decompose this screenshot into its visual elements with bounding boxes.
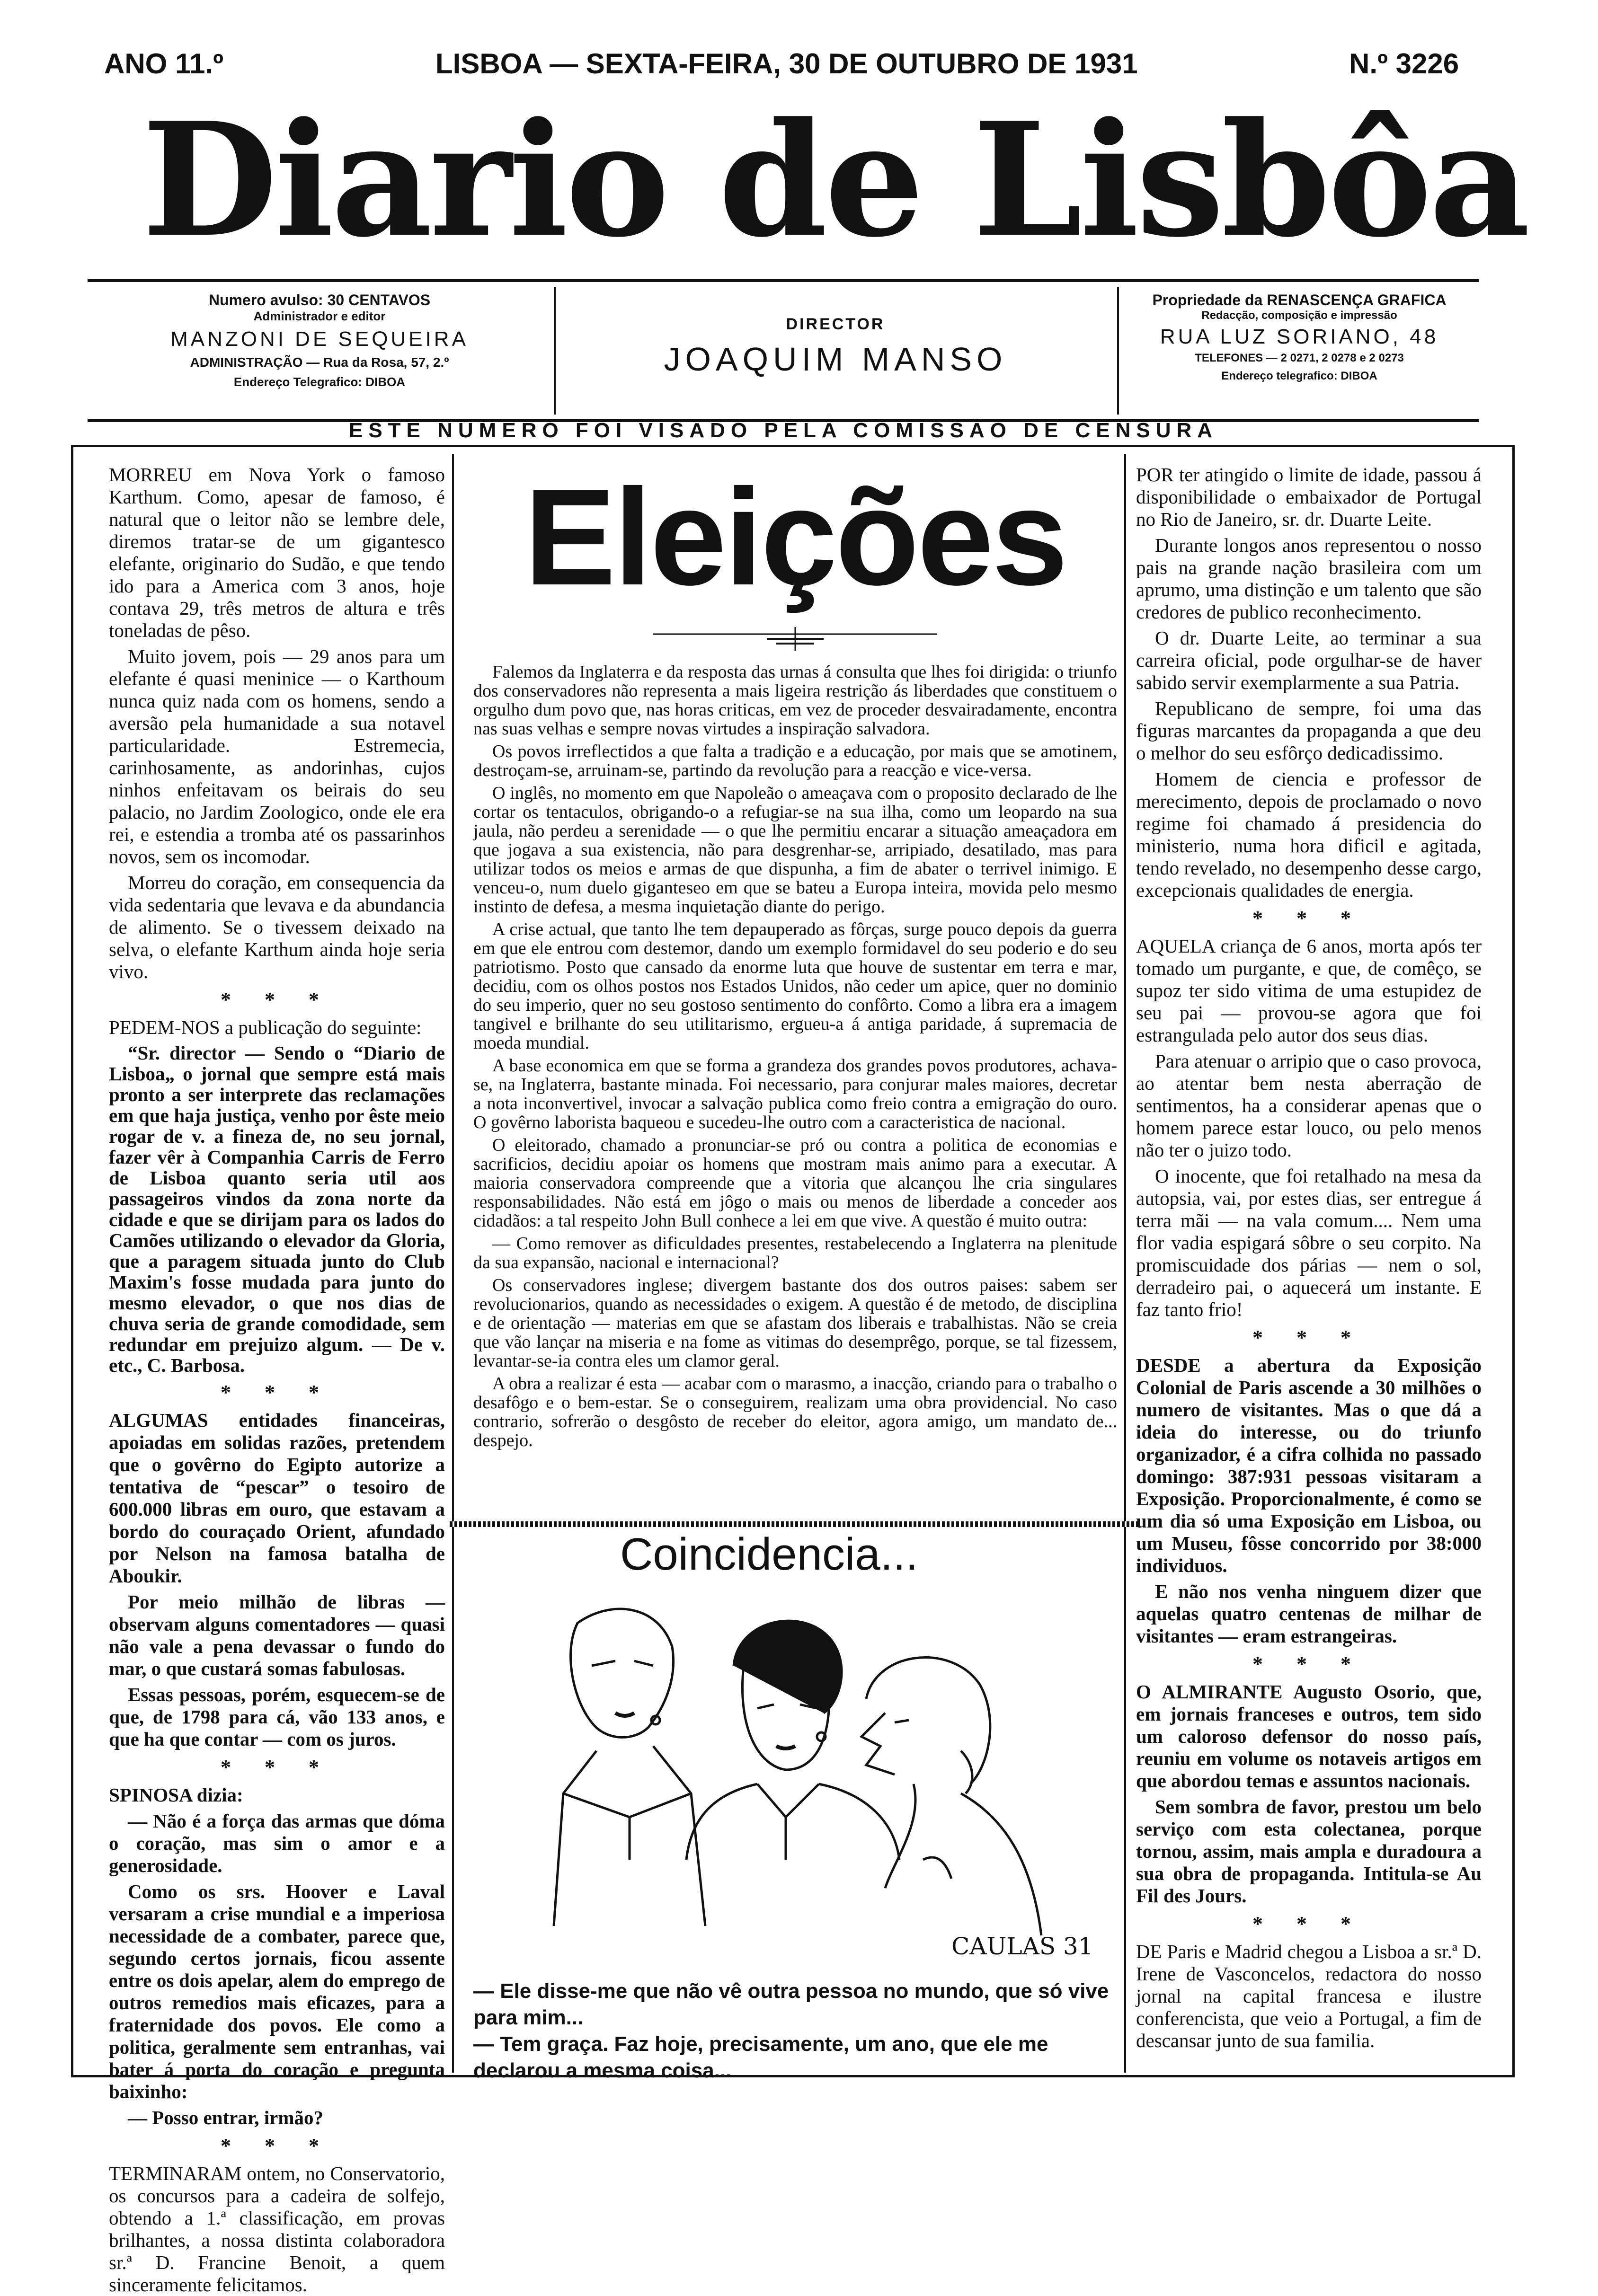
- article-paragraph: Homem de ciencia e professor de merecimento, depois de proclamado o novo regime foi chamado á presidencia do ministerio, numa hora dificil e agitada, tendo revelado, no desempenho desse cargo, excepcionais qualidades de energia.: [1136, 768, 1482, 901]
- article-paragraph: SPINOSA dizia:: [109, 1784, 243, 1806]
- article-child: [1136, 935, 1482, 1321]
- caption-line: — Tem graça. Faz hoje, precisamente, um ano, que ele me declarou a mesma coisa...: [473, 2032, 1048, 2082]
- article-letter: [109, 1016, 445, 1376]
- editorial-paragraph: Falemos da Inglaterra e da resposta das urnas á consulta que lhes foi dirigida: o triunfo dos conservadores não representa a mais ligeira restrição ás liberdades que constituem o orgulho dum povo que, nas horas criticas, em vez de proceder desvairadamente, encontra nas suas velhas e sempre novas virtudes a inspiração salvadora.: [473, 662, 1117, 739]
- telegraph-left: Endereço Telegrafico: DIBOA: [233, 375, 406, 389]
- section-separator: * * *: [1252, 1652, 1365, 1676]
- editorial-paragraph: O inglês, no momento em que Napoleão o ameaçava com o proposito declarado de lhe cortar os tentaculos, obrigando-o a refugiar-se na sua ilha, como um leopardo na sua jaula, não perdeu a serenidade — o que lhe permitiu encarar a situação ameaçadora em que jogava a sua existencia, não para desgrenhar-se, arripiado, desatilado, mas para utilizar todos os meios e armas de que dispunha, a fim de abater o terrivel inimigo. E venceu-o, num duelo giganteseo em que se bateu a Europa inteira, movida pelo mesmo instinto de defesa, a mesma inquietação diante do perigo.: [473, 783, 1117, 917]
- director-label: DIRECTOR: [786, 315, 885, 333]
- info-left: [88, 282, 551, 419]
- price-line: Numero avulso: 30 CENTAVOS: [208, 291, 431, 309]
- article-paragraph: DESDE a abertura da Exposição Colonial de Paris ascende a 30 milhões o numero de visitantes. Mas o que dá a ideia do interesse, ou do triunfo organizador, é a cifra colhida no passado domingo: 387:931 pessoas visitaram a Exposição. Proporcionalmente, é como se um dia só uma Exposição em Lisboa, ou um Museu, fôsse concorrido por 38:000 individuos.: [1136, 1354, 1482, 1576]
- admin-editor-label: Administrador e editor: [253, 309, 386, 323]
- admin-editor-name: MANZONI DE SEQUEIRA: [170, 327, 469, 351]
- article-paragraph: TERMINARAM ontem, no Conservatorio, os concursos para a cadeira de solfejo, obtendo a 1.ª classificação, em provas brilhantes, a nossa distinta colaboradora sr.ª D. Francine Benoit, a quem sinceramente felicitamos.: [109, 2163, 445, 2296]
- editorial-paragraph: A obra a realizar é esta — acabar com o marasmo, a inacção, criando para o trabalho o desafôgo e o bem-estar. Se o conseguirem, realizam uma obra providencial. No caso contrario, sofrerão o desgôsto de receber do eleitor, agora amigo, um mandato de... despejo.: [473, 1374, 1117, 1450]
- cartoon-top-border: [450, 1521, 1141, 1527]
- redaction-label: Redacção, composição e impressão: [1201, 309, 1397, 322]
- right-column: [1136, 464, 1482, 2073]
- left-column: [109, 464, 445, 2296]
- article-paragraph: O inocente, que foi retalhado na mesa da autopsia, vai, por estes dias, ser entregue á terra mãi — na vala comum.... Nem uma flor vadia espigará sôbre o seu corpito. Na promiscuidade dos párias — nem o sol, derradeiro pai, o aquecerá um instante. E faz tanto frio!: [1136, 1165, 1482, 1320]
- article-paragraph: Por meio milhão de libras — observam alguns comentadores — quasi não vale a pena devassar o fundo do mar, o que custará somas fabulosas.: [109, 1591, 445, 1679]
- editorial-paragraph: Os povos irreflectidos a que falta a tradição e a educação, por mais que se amotinem, destroçam-se, arruinam-se, partindo da revolução para a reacção e vice-versa.: [473, 742, 1117, 780]
- info-right: [1119, 282, 1479, 419]
- editorial-paragraph: — Como remover as dificuldades presentes, restabelecendo a Inglaterra na plenitude da sua expansão, nacional e internacional?: [473, 1234, 1117, 1272]
- cartoon-caption: [473, 1978, 1131, 2084]
- article-paragraph: — Não é a força das armas que dóma o coração, mas sim o amor e a generosidade.: [109, 1810, 445, 1876]
- issue-number: N.º 3226: [1349, 48, 1459, 79]
- article-paragraph: Muito jovem, pois — 29 anos para um elefante é quasi meninice — o Karthoum nunca quiz nada com os homens, sendo a aversão pela humanidade a sua notavel particularidade. Estremecia, carinhosamente, as andorinhas, cujos ninhos enfeitavam os beirais do seu palacio, no Jardim Zoologico, onde ele era rei, e estendia a tromba até os passarinhos novos, sem os incomodar.: [109, 645, 445, 867]
- section-separator: * * *: [221, 2134, 333, 2157]
- section-separator: * * *: [221, 1756, 333, 1779]
- top-line: [104, 47, 1477, 85]
- cartoon-illustration: [535, 1595, 1093, 1973]
- article-paragraph: Republicano de sempre, foi uma das figuras marcantes da propaganda a que deu o melhor do seu esfôrço dedicadissimo.: [1136, 698, 1482, 764]
- headline: Eleições: [524, 460, 1066, 614]
- editorial-paragraph: A base economica em que se forma a grandeza dos grandes povos produtores, achava-se, na Inglaterra, bastante minada. Foi necessario, para conjurar males maiores, decretar a nota inconvertivel, invocar a salvação publica como freio contra a emigração do ouro. O govêrno laborista baqueou e sucedeu-lhe outro com a caracteristica de nacional.: [473, 1056, 1117, 1132]
- article-paragraph: E não nos venha ninguem dizer que aquelas quatro centenas de milhar de visitantes — eram estrangeiras.: [1136, 1581, 1482, 1647]
- article-spinosa: [109, 1784, 445, 2129]
- ornament-divider: [653, 625, 937, 653]
- article-paragraph: MORREU em Nova York o famoso Karthum. Como, apesar de famoso, é natural que o leitor não se lembre dele, diremos tratar-se de um gigantesco elefante, originario do Sudão, e que tendo ido para a America com 3 anos, hoje contava 29, três metros de altura e três toneladas de pêso.: [109, 464, 445, 641]
- telephones: TELEFONES — 2 0271, 2 0278 e 2 0273: [1195, 352, 1404, 364]
- article-paragraph: PEDEM-NOS a publicação do seguinte:: [109, 1016, 422, 1038]
- article-paragraph: Sem sombra de favor, prestou um belo serviço com esta colectanea, porque tornou, assim, mais ampla e duradoura a sua obra de propaganda. Intitula-se Au Fil des Jours.: [1136, 1796, 1482, 1907]
- info-divider: [1117, 287, 1119, 415]
- article-paragraph: Como os srs. Hoover e Laval versaram a crise mundial e a imperiosa necessidade de a combater, parece que, segundo certos jornais, ficou assente entre os dois apelar, alem do emprego de outros remedios mais eficazes, para a fraternidade dos povos. Ele como a politica, geralmente sem entranhas, vai bater á porta do coração e pregunta baixinho:: [109, 1881, 445, 2102]
- article-irene: [1136, 1941, 1482, 2052]
- cartoon-signature: CAULAS 31: [951, 1933, 1093, 1960]
- caption-line: — Ele disse-me que não vê outra pessoa no mundo, que só vive para mim...: [473, 1979, 1109, 2029]
- article-paragraph: Essas pessoas, porém, esquecem-se de que, de 1798 para cá, vão 133 anos, e que ha que contar — com os juros.: [109, 1684, 445, 1750]
- article-exposicao: [1136, 1354, 1482, 1647]
- article-paragraph: POR ter atingido o limite de idade, passou á disponibilidade o embaixador de Portugal no Rio de Janeiro, sr. dr. Duarte Leite.: [1136, 464, 1482, 530]
- section-separator: * * *: [221, 1381, 333, 1404]
- article-paragraph: AQUELA criança de 6 anos, morta após ter tomado um purgante, e que, de comêço, se supoz ter sido vitima de uma estupidez de seu pai — provou-se agora que foi estrangulada pelo autor dos seus dias.: [1136, 935, 1482, 1046]
- section-separator: * * *: [1252, 907, 1365, 930]
- article-paragraph: ALGUMAS entidades financeiras, apoiadas em solidas razões, pretendem que o govêrno do Egipto autorize a tentativa de “pescar” o tesoiro de 600.000 libras em ouro, que estavam a bordo do couraçado Orient, afundado por Nelson na famosa batalha de Aboukir.: [109, 1409, 445, 1587]
- article-paragraph: Durante longos anos representou o nosso pais na grande nação brasileira com um aprumo, uma distinção e um talento que são credores de publico reconhecimento.: [1136, 534, 1482, 623]
- section-separator: * * *: [1252, 1912, 1365, 1935]
- article-paragraph: — Posso entrar, irmão?: [128, 2107, 323, 2128]
- redaction-address: RUA LUZ SORIANO, 48: [1160, 325, 1439, 348]
- article-elephant: [109, 464, 445, 983]
- section-separator: * * *: [221, 988, 333, 1011]
- info-center: [556, 282, 1115, 419]
- info-box: [88, 279, 1479, 422]
- director-name: JOAQUIM MANSO: [664, 341, 1007, 378]
- editorial-body: [473, 662, 1117, 1514]
- article-ambassador: [1136, 464, 1482, 901]
- admin-address: ADMINISTRAÇÃO — Rua da Rosa, 57, 2.º: [190, 355, 449, 370]
- column-divider: [1124, 454, 1126, 2073]
- owner-line: Propriedade da RENASCENÇA GRAFICA: [1152, 291, 1447, 309]
- section-separator: * * *: [1252, 1326, 1365, 1349]
- article-almirante: [1136, 1681, 1482, 1907]
- article-paragraph: “Sr. director — Sendo o “Diario de Lisboa„ o jornal que sempre está mais pronto a ser interprete das reclamações em que haja justiça, venho por êste meio rogar de v. a fineza de, no seu jornal, fazer vêr à Companhia Carris de Ferro de Lisboa quanto seria util aos passageiros vindos da zona norte da cidade e que se dirijam para os lados do Camões utilizando o elevador da Gloria, que a paragem situada junto do Club Maxim's fosse mudada para junto do mesmo elevador, o que nos dias de chuva seria de grande comodidade, sem redundar em prejuizo algum. — De v. etc., C. Barbosa.: [109, 1042, 445, 1376]
- article-paragraph: O ALMIRANTE Augusto Osorio, que, em jornais franceses e outros, tem sido um caloroso defensor do nosso país, reuniu em volume os notaveis artigos em que abordou temas e assuntos nacionais.: [1136, 1681, 1482, 1792]
- article-treasure: [109, 1409, 445, 1750]
- column-divider: [452, 454, 454, 2073]
- article-paragraph: DE Paris e Madrid chegou a Lisboa a sr.ª D. Irene de Vasconcelos, redactora do nosso jornal na capital francesa e ilustre conferencista, que veio a Portugal, a fim de descansar junto de sua familia.: [1136, 1941, 1482, 2051]
- info-divider: [554, 287, 556, 415]
- editorial-paragraph: Os conservadores inglese; divergem bastante dos dos outros paises: sabem ser revolucionarios, quando as necessidades o exigem. A questão é de metodo, de disciplina e de orientação — materias em que se afastam dos liberais e trabalhistas. Não se creia que vão lançar na miseria e na fome as vitimas do desemprêgo, porque, se tal fizessem, levantar-se-ia contra eles um clamor geral.: [473, 1275, 1117, 1371]
- article-paragraph: O dr. Duarte Leite, ao terminar a sua carreira oficial, pode orgulhar-se de haver sabido servir exemplarmente a sua Patria.: [1136, 627, 1482, 693]
- article-paragraph: Para atenuar o arripio que o caso provoca, ao atentar bem nesta aberração de sentimentos, ha a considerar apenas que o homem parece estar louco, ou pelo menos não ter o juizo todo.: [1136, 1050, 1482, 1161]
- dateline: LISBOA — SEXTA-FEIRA, 30 DE OUTUBRO DE 1931: [435, 48, 1138, 79]
- cartoon-title: Coincidencia...: [620, 1529, 918, 1580]
- masthead-title: Diario de Lisbôa: [142, 88, 1528, 272]
- edition-label: ANO 11.º: [104, 48, 224, 79]
- article-paragraph: Morreu do coração, em consequencia da vida sedentaria que levava e da abundancia de alimento. Se o tivessem deixado na selva, o elefante Karthum ainda hoje seria vivo.: [109, 872, 445, 982]
- article-conservatorio: [109, 2163, 445, 2296]
- censorship-notice: ESTE NUMERO FOI VISADO PELA COMISSÃO DE CENSURA: [348, 419, 1218, 442]
- editorial-paragraph: O eleitorado, chamado a pronunciar-se pró ou contra a politica de economias e sacrificios, decidiu apoiar os homens que mostram mais animo para a executar. A maioria conservadora compreende que a vitoria que alcançou lhe cria singulares responsabilidades. Não está em jôgo o mais ou menos de liberdade a conceder aos cidadãos: a tal respeito John Bull conhece a lei em que vive. A questão é muito outra:: [473, 1135, 1117, 1231]
- telegraph-right: Endereço telegrafico: DIBOA: [1221, 370, 1377, 382]
- editorial-paragraph: A crise actual, que tanto lhe tem depauperado as fôrças, surge pouco depois da guerra em que ele entrou com destemor, dando um exemplo formidavel do seu poderio e do seu patriotismo. Posto que cansado da enorme luta que houve de sustentar em terra e mar, decidiu, com os olhos postos nos Estados Unidos, não ceder um apice, quer no dominio do seu imperio, quer no seu gostoso sentimento do confôrto. Como a libra era a imagem tangivel e brilhante do seu utilitarismo, ergueu-a á antiga paridade, á supremacia de moeda mundial.: [473, 919, 1117, 1053]
